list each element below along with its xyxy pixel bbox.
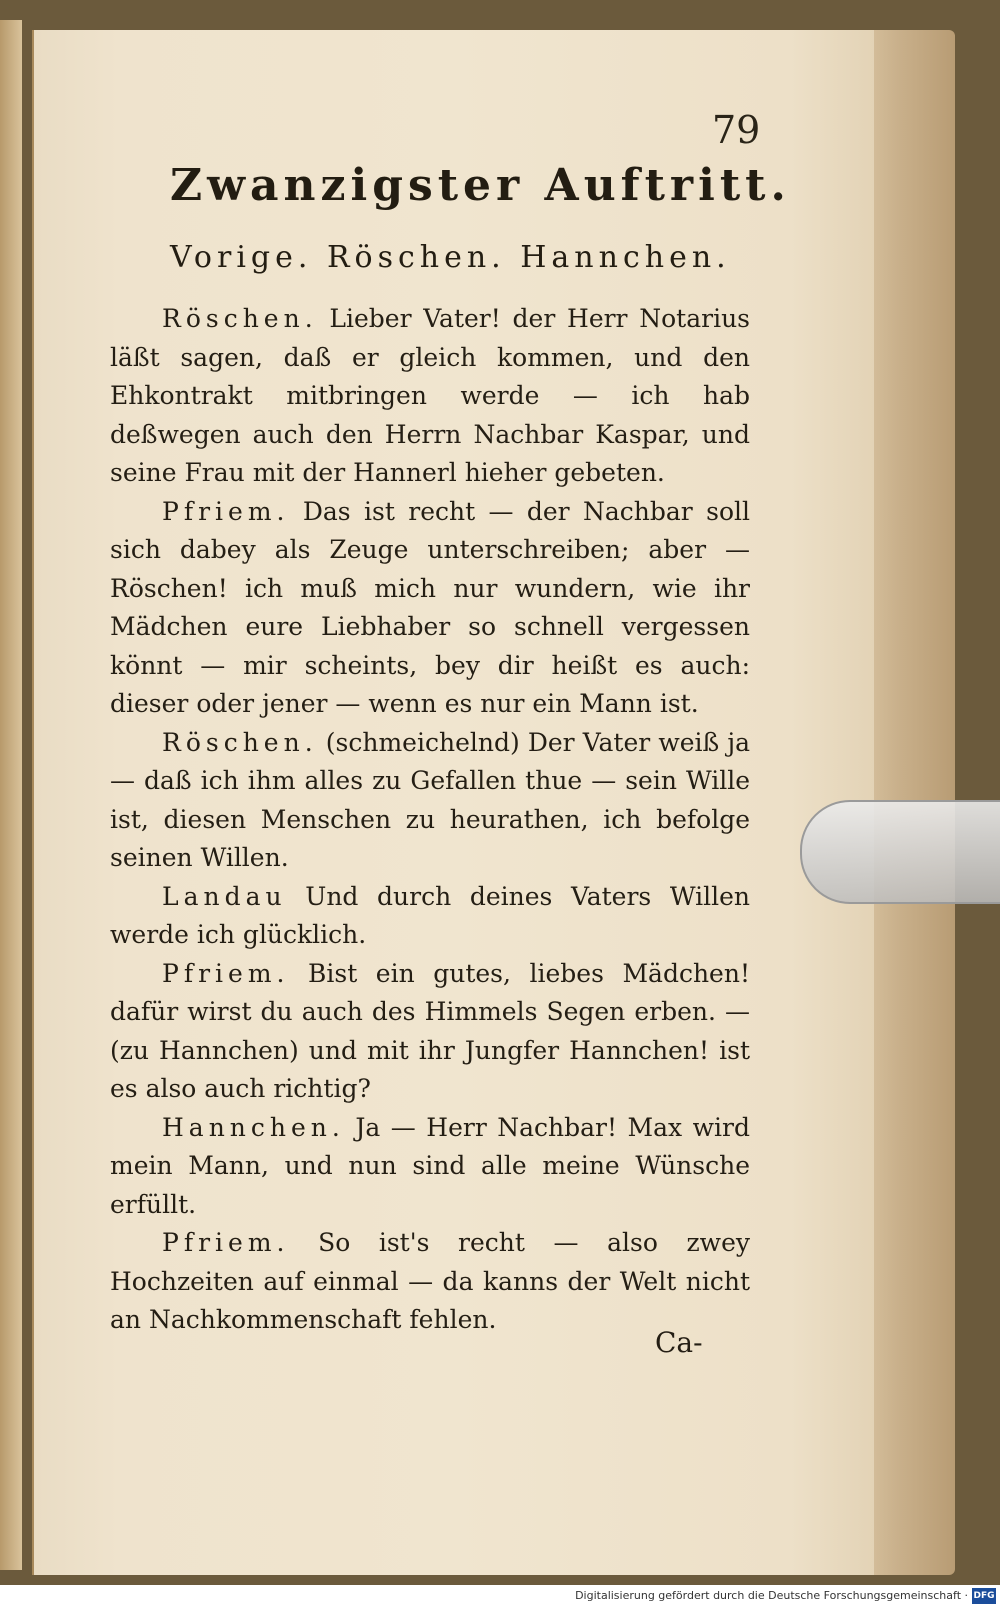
speaker-name: Hannchen.: [162, 1112, 345, 1142]
speaker-name: Pfriem.: [162, 496, 290, 526]
speaker-name: Landau: [162, 881, 287, 911]
previous-page-edge: [0, 20, 22, 1570]
dialogue-paragraph: [110, 878, 750, 955]
page-number: 79: [712, 108, 761, 152]
dialogue-text: Bist ein gutes, liebes Mädchen! dafür wirst du auch des Himmels Segen erben. — (zu Hannchen) und mit ihr Jungfer Hannchen! ist es also auch richtig?: [110, 958, 750, 1103]
dialogue-text: (schmeichelnd) Der Vater weiß ja — daß ich ihm alles zu Gefallen thue — sein Wille ist, diesen Menschen zu heurathen, ich befolge seinen Willen.: [110, 727, 750, 872]
catchword: Ca-: [655, 1326, 703, 1359]
dialogue-paragraph: [110, 1224, 750, 1340]
dfg-logo: DFG: [972, 1588, 996, 1604]
speaker-name: Pfriem.: [162, 1228, 290, 1257]
dialogue-paragraph: [110, 493, 750, 724]
dialogue-text: Das ist recht — der Nachbar soll sich dabey als Zeuge unterschreiben; aber — Röschen! ich muß mich nur wundern, wie ihr Mädchen eure Liebhaber so schnell vergessen könnt — mir scheints, bey dir heißt es auch: dieser oder jener — wenn es nur ein Mann ist.: [110, 496, 750, 718]
cast-list: Vorige. Röschen. Hannchen.: [170, 240, 731, 275]
dialogue-paragraph: [110, 955, 750, 1109]
dialogue-text: Lieber Vater! der Herr Notarius läßt sagen, daß er gleich kommen, und den Ehkontrakt mitbringen werde — ich hab deßwegen auch den Herrn Nachbar Kaspar, und seine Frau mit der Hannerl hieher gebeten.: [110, 304, 751, 487]
dialogue-paragraph: [110, 724, 750, 878]
dialogue-paragraph: [110, 300, 750, 493]
footer-credit: Digitalisierung gefördert durch die Deutsche Forschungsgemeinschaft ·: [575, 1589, 968, 1602]
dialogue-paragraph: [110, 1109, 750, 1225]
dialogue-text: Ja — Herr Nachbar! Max wird mein Mann, und nun sind alle meine Wünsche erfüllt.: [110, 1112, 750, 1219]
scene-heading: Zwanzigster Auftritt.: [170, 160, 791, 211]
dialogue-text: Und durch deines Vaters Willen werde ich glücklich.: [110, 881, 750, 949]
bookmark-clip: [800, 800, 1000, 904]
dialogue-block: [110, 300, 750, 1340]
speaker-name: Röschen.: [162, 727, 318, 757]
footer-bar: [0, 1585, 1000, 1609]
speaker-name: Pfriem.: [162, 958, 290, 988]
speaker-name: Röschen.: [162, 304, 318, 333]
dialogue-text: So ist's recht — also zwey Hochzeiten auf einmal — da kanns der Welt nicht an Nachkommenschaft fehlen.: [110, 1228, 750, 1334]
